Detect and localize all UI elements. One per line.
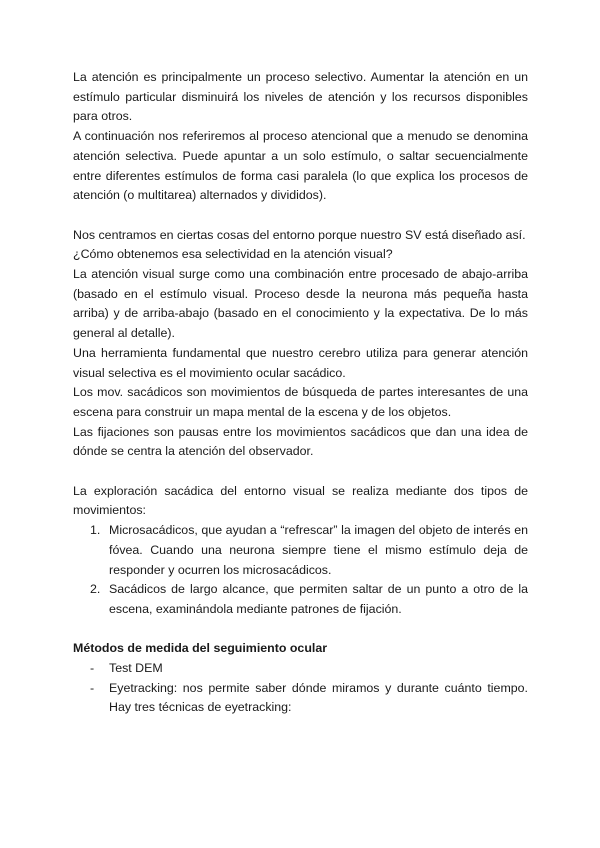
paragraph-saccade-intro: La exploración sacádica del entorno visual se realiza mediante dos tipos de movimientos: xyxy=(73,483,528,518)
list-number: 2. xyxy=(90,582,101,597)
list-item xyxy=(73,659,528,679)
section-heading: Métodos de medida del seguimiento ocular xyxy=(73,641,328,656)
paragraph-spacer xyxy=(73,206,528,226)
list-item-text: Test DEM xyxy=(109,661,163,676)
paragraph-saccadic-tool: Una herramienta fundamental que nuestro cerebro utiliza para generar atención visual selectiva es el movimiento ocular sacádico. xyxy=(73,345,528,380)
list-item xyxy=(73,580,528,619)
list-item-text: Sacádicos de largo alcance, que permiten saltar de un punto a otro de la escena, examinándola mediante patrones de fijación. xyxy=(109,582,528,616)
paragraph-selective-process: La atención es principalmente un proceso selectivo. Aumentar la atención en un estímulo particular disminuirá los niveles de atención y los recursos disponibles para otros. xyxy=(73,70,528,124)
list-item-text: Eyetracking: nos permite saber dónde miramos y durante cuánto tiempo. Hay tres técnicas de eyetracking: xyxy=(109,680,528,715)
list-bullet: - xyxy=(90,661,95,676)
paragraph-fixations: Las fijaciones son pausas entre los movimientos sacádicos que dan una idea de dónde se centra la atención del observador. xyxy=(73,424,528,459)
paragraph-saccade-definition: Los mov. sacádicos son movimientos de búsqueda de partes interesantes de una escena para construir un mapa mental de la escena y de los objetos. xyxy=(73,385,528,419)
paragraph-spacer xyxy=(73,462,528,482)
paragraph-visual-system: Nos centramos en ciertas cosas del entorno porque nuestro SV está diseñado así. xyxy=(73,227,526,242)
saccade-types-list xyxy=(73,521,528,620)
paragraph-selective-attention: A continuación nos referiremos al proceso atencional que a menudo se denomina atención selectiva. Puede apuntar a un solo estímulo, o saltar secuencialmente entre diferentes estímulos de forma casi paralela (lo que explica los procesos de atención (o multitarea) alternados y divididos). xyxy=(73,129,528,203)
list-item xyxy=(73,679,528,718)
paragraph-bottom-up-top-down: La atención visual surge como una combinación entre procesado de abajo-arriba (basado en el estímulo visual. Proceso desde la neurona más pequeña hasta arriba) y de arriba-abajo (basado en el conocimiento y la expectativa. De lo más general al detalle). xyxy=(73,267,528,341)
list-bullet: - xyxy=(90,680,95,695)
list-number: 1. xyxy=(90,523,101,538)
list-item-text: Microsacádicos, que ayudan a “refrescar” la imagen del objeto de interés en fóvea. Cuando una neurona siempre tiene el mismo estímulo deja de responder y ocurren los microsacádicos. xyxy=(109,523,528,577)
methods-list xyxy=(73,659,528,718)
paragraph-question: ¿Cómo obtenemos esa selectividad en la atención visual? xyxy=(73,247,393,262)
paragraph-spacer xyxy=(73,620,528,640)
document-body xyxy=(73,68,528,718)
list-item xyxy=(73,521,528,580)
